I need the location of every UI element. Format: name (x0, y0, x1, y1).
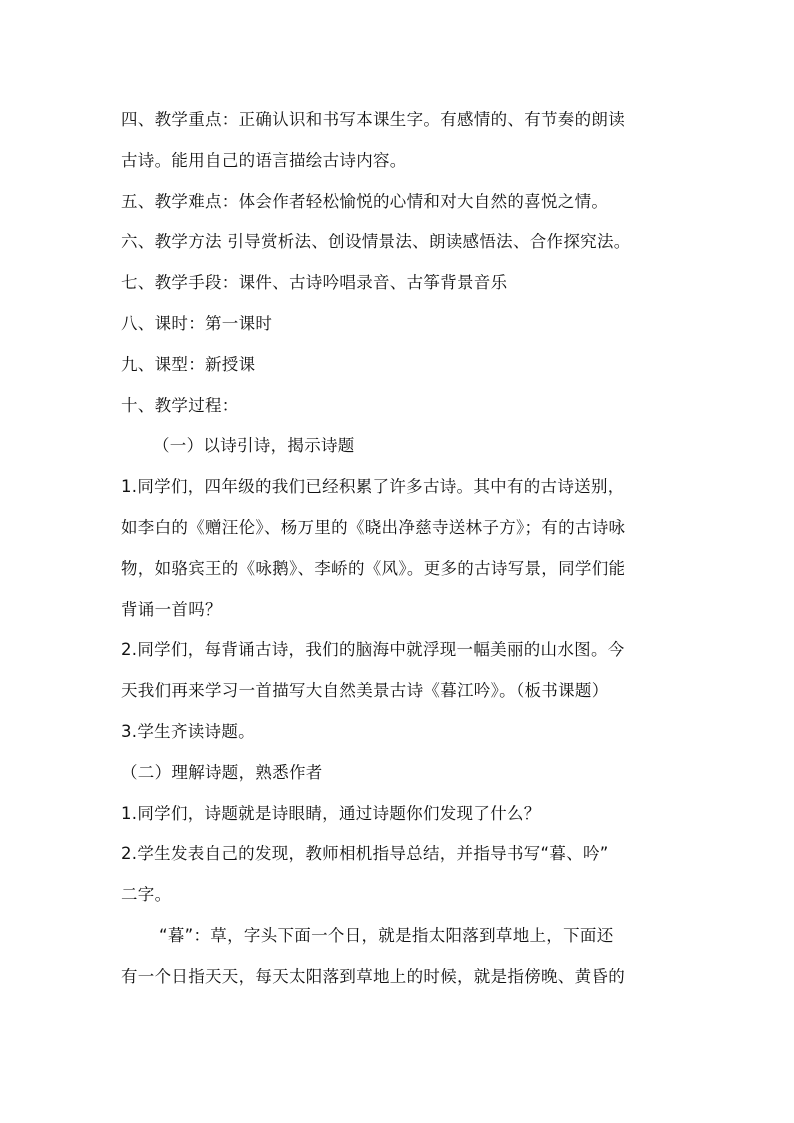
text-line: 六、教学方法 引导赏析法、创设情景法、朗读感悟法、合作探究法。 (121, 232, 631, 252)
document-body (121, 100, 681, 998)
section-heading-1 (121, 426, 681, 467)
text-line: 2.同学们，每背诵古诗，我们的脑海中就浮现一幅美丽的山水图。今 (121, 640, 625, 660)
text-line: （二）理解诗题，熟悉作者 (121, 762, 323, 782)
section-heading-2 (121, 753, 681, 794)
paragraph-step-1-1 (121, 467, 681, 630)
paragraph-key-points (121, 100, 681, 182)
text-line: 五、教学难点：体会作者轻松愉悦的心情和对大自然的喜悦之情。 (121, 191, 609, 211)
text-line: 二字。 (121, 885, 172, 905)
text-line: 七、教学手段：课件、古诗吟唱录音、古筝背景音乐 (121, 273, 508, 293)
paragraph-step-2-1 (121, 794, 681, 835)
text-line: 3.学生齐读诗题。 (121, 721, 255, 741)
paragraph-step-2-2 (121, 834, 681, 916)
paragraph-teaching-methods (121, 222, 681, 263)
text-line: 1.同学们，四年级的我们已经积累了许多古诗。其中有的古诗送别， (121, 477, 625, 497)
text-line: 九、课型：新授课 (121, 354, 256, 374)
paragraph-step-1-3 (121, 712, 681, 753)
paragraph-difficult-points (121, 182, 681, 223)
text-line: 古诗。能用自己的语言描绘古诗内容。 (121, 150, 407, 170)
text-line: 2.学生发表自己的发现，教师相机指导总结，并指导书写“暮、吟” (121, 844, 609, 864)
paragraph-teaching-means (121, 263, 681, 304)
paragraph-step-1-2 (121, 630, 681, 712)
paragraph-character-explanation (121, 916, 681, 998)
text-line: 天我们再来学习一首描写大自然美景古诗《暮江吟》。（板书课题） (121, 681, 609, 701)
text-line: 十、教学过程： (121, 395, 239, 415)
text-line: （一）以诗引诗，揭示诗题 (153, 436, 355, 456)
text-line: 有一个日指天天，每天太阳落到草地上的时候，就是指傍晚、黄昏的 (121, 966, 625, 986)
text-line: 物，如骆宾王的《咏鹅》、李峤的《风》。更多的古诗写景，同学们能 (121, 558, 626, 578)
paragraph-class-hours (121, 304, 681, 345)
text-line: “暮”：草，字头下面一个日，就是指太阳落到草地上，下面还 (159, 925, 614, 945)
text-line: 八、课时：第一课时 (121, 313, 273, 333)
text-line: 背诵一首吗？ (121, 599, 222, 619)
paragraph-lesson-type (121, 345, 681, 386)
paragraph-teaching-process (121, 386, 681, 427)
text-line: 1.同学们，诗题就是诗眼睛，通过诗题你们发现了什么？ (121, 803, 541, 823)
text-line: 四、教学重点：正确认识和书写本课生字。有感情的、有节奏的朗读 (121, 110, 625, 129)
text-line: 如李白的《赠汪伦》、杨万里的《晓出净慈寺送林子方》；有的古诗咏 (121, 517, 626, 537)
